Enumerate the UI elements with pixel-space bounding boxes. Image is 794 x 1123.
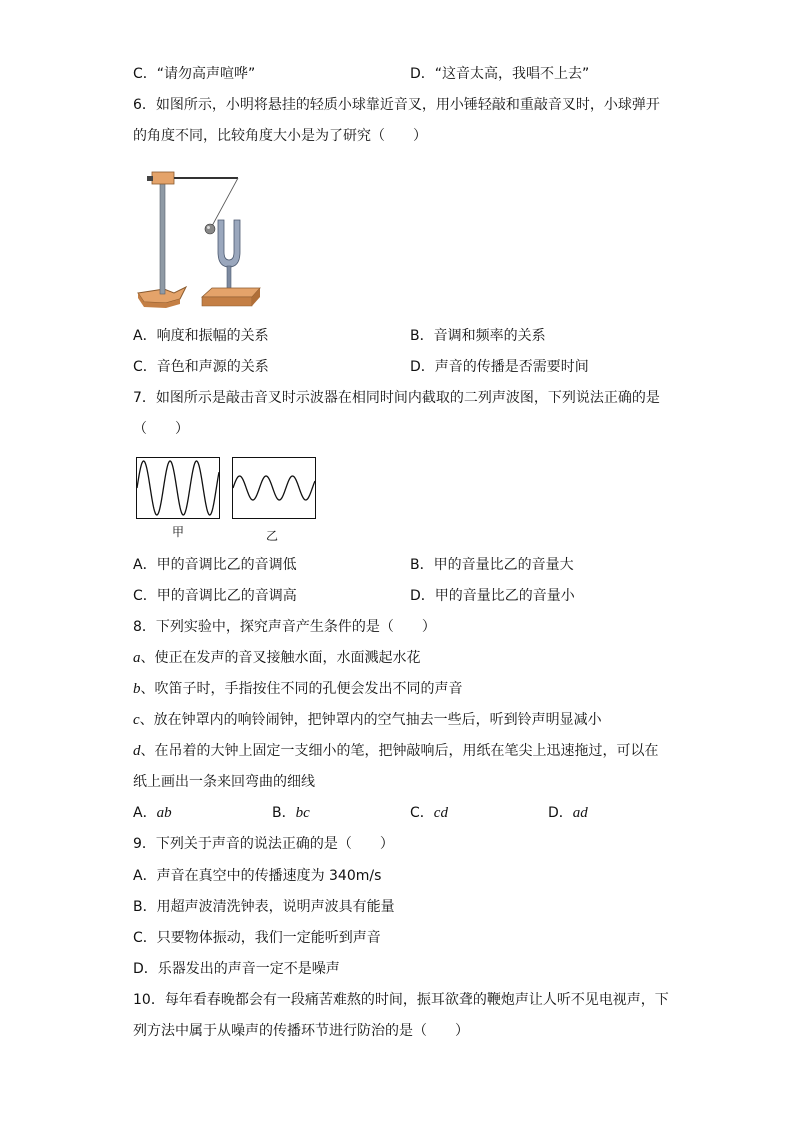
q8-item-b-mark: b [133,681,141,697]
q8-item-d-line1 [133,741,659,761]
q7-option-b: B．甲的音量比乙的音量大 [410,557,574,573]
q6-option-a: A．响度和振幅的关系 [133,328,269,344]
q8-option-c [410,803,448,823]
q5-option-d: D．“这音太高，我唱不上去” [410,66,590,82]
tuning-fork-pendulum-figure [130,160,275,315]
q6-option-c: C．音色和声源的关系 [133,359,269,375]
q6-option-b: B．音调和频率的关系 [410,328,546,344]
q9-option-b: B．用超声波清洗钟表，说明声波具有能量 [133,899,395,915]
q8-option-b-prefix: B． [272,805,296,821]
q9-option-c: C．只要物体振动，我们一定能听到声音 [133,930,381,946]
q8-item-c-mark: c [133,712,140,728]
q8-item-c-text: 、放在钟罩内的响铃闹钟，把钟罩内的空气抽去一些后，听到铃声明显减小 [139,712,602,728]
waveform-yi-box [232,457,316,519]
q8-stem: 8．下列实验中，探究声音产生条件的是（ ） [133,619,436,635]
q9-option-a: A．声音在真空中的传播速度为 340m/s [133,868,382,884]
q8-item-c [133,710,602,730]
q8-option-a-value: ab [156,805,172,821]
q8-item-d-line2: 纸上画出一条来回弯曲的细线 [133,774,315,790]
q8-item-b [133,679,463,699]
q8-item-a [133,648,421,668]
q8-option-d-value: ad [572,805,588,821]
q8-option-a-prefix: A． [133,805,157,821]
q8-option-b [272,803,310,823]
q7-option-c: C．甲的音调比乙的音调高 [133,588,297,604]
q8-item-d-text: 、在吊着的大钟上固定一支细小的笔，把钟敲响后，用纸在笔尖上迅速拖过，可以在 [140,743,659,759]
q8-item-b-text: 、吹笛子时，手指按住不同的孔便会发出不同的声音 [140,681,463,697]
q8-option-b-value: bc [295,805,310,821]
waveform-label-yi: 乙 [266,529,279,543]
q8-option-c-value: cd [433,805,448,821]
q8-option-c-prefix: C． [410,805,434,821]
q9-option-d: D．乐器发出的声音一定不是噪声 [133,961,340,977]
q7-stem-line1: 7．如图所示是敲击音叉时示波器在相同时间内截取的二列声波图，下列说法正确的是 [133,390,660,406]
q10-stem-line1: 10．每年看春晚都会有一段痛苦难熬的时间，振耳欲聋的鞭炮声让人听不见电视声，下 [133,992,669,1008]
q7-option-d: D．甲的音量比乙的音量小 [410,588,575,604]
q8-item-a-text: 、使正在发声的音叉接触水面，水面溅起水花 [140,650,421,666]
waveform-jia [137,458,219,518]
q6-stem-line2: 的角度不同，比较角度大小是为了研究（ ） [133,128,427,144]
waveform-label-jia: 甲 [172,525,185,539]
q8-option-d-prefix: D． [548,805,573,821]
q8-option-d [548,803,588,823]
q8-item-d-mark: d [133,743,141,759]
q7-stem-line2: （ ） [133,421,189,437]
q8-option-a [133,803,172,823]
q10-stem-line2: 列方法中属于从噪声的传播环节进行防治的是（ ） [133,1023,469,1039]
q6-stem-line1: 6．如图所示，小明将悬挂的轻质小球靠近音叉，用小锤轻敲和重敲音叉时，小球弹开 [133,97,660,113]
waveform-yi [233,458,315,518]
q9-stem: 9．下列关于声音的说法正确的是（ ） [133,836,394,852]
q8-item-a-mark: a [133,650,141,666]
q5-option-c: C．“请勿高声喧哗” [133,66,256,82]
waveform-jia-box [136,457,220,519]
q7-option-a: A．甲的音调比乙的音调低 [133,557,297,573]
q6-option-d: D．声音的传播是否需要时间 [410,359,589,375]
